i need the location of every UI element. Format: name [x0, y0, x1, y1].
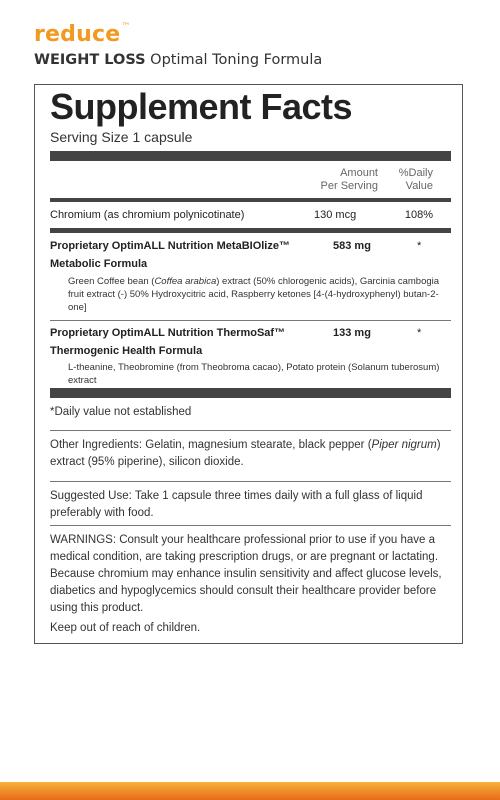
blend1-amount: 583 mg	[333, 240, 371, 252]
blend2-amount: 133 mg	[333, 327, 371, 339]
tagline-bold: WEIGHT LOSS	[34, 52, 146, 68]
brand-name: reduce	[34, 22, 121, 47]
blend1-name: Proprietary OptimALL Nutrition MetaBIOlize™	[50, 240, 290, 252]
blend2-subtitle: Thermogenic Health Formula	[50, 345, 203, 357]
medium-rule	[50, 198, 451, 202]
amount-header-line2: Per Serving	[320, 180, 378, 192]
rule-after-chromium	[50, 228, 451, 233]
dv-header	[380, 167, 433, 193]
thick-rule-top	[50, 151, 451, 161]
dv-header-line1: %Daily	[398, 167, 433, 179]
chromium-amount: 130 mcg	[314, 209, 357, 221]
blend1-dv: *	[417, 240, 422, 252]
other-ingredients: Other Ingredients: Gelatin, magnesium stearate, black pepper (Piper nigrum) extract (95% piperine), silicon dioxide.	[50, 439, 441, 468]
blend1-ingredients: Green Coffee bean (Coffea arabica) extract (50% chlorogenic acids), Garcinia cambogia fruit extract (-) 50% Hydroxycitric acid, Raspberry ketones [4-(4-hydroxyphenyl) butan-2-one]	[68, 276, 440, 313]
amount-header-line1: Amount	[340, 167, 378, 179]
amount-header	[308, 167, 378, 193]
blend2-ingredients: L-theanine, Theobromine (from Theobroma cacao), Potato protein (Solanum tuberosum) extract	[68, 362, 440, 386]
footnote: *Daily value not established	[50, 406, 192, 418]
chromium-name: Chromium (as chromium polynicotinate)	[50, 209, 245, 221]
brand-logo	[34, 22, 131, 47]
suggested-use: Suggested Use: Take 1 capsule three times daily with a full glass of liquid preferably with food.	[50, 490, 423, 519]
dv-header-line2: Value	[405, 180, 433, 192]
warnings: WARNINGS: Consult your healthcare professional prior to use if you have a medical condition, are taking prescription drugs, or are pregnant or lactating. Because chromium may enhance insulin sensitivity and affect glucose levels, diabetics and hypoglycemics should consult their healthcare provider before using this product.	[50, 534, 442, 614]
facts-title: Supplement Facts	[50, 86, 353, 127]
divider-blend1	[50, 320, 451, 321]
blend1-subtitle: Metabolic Formula	[50, 258, 148, 270]
keep-out-of-reach: Keep out of reach of children.	[50, 622, 201, 634]
tagline-rest: Optimal Toning Formula	[145, 52, 323, 68]
thick-rule-bottom	[50, 388, 451, 398]
divider-suggested	[50, 525, 451, 526]
product-tagline	[34, 52, 322, 68]
divider-footnote	[50, 430, 451, 431]
chromium-dv: 108%	[404, 209, 433, 221]
blend2-dv: *	[417, 327, 422, 339]
blend2-name: Proprietary OptimALL Nutrition ThermoSaf™	[50, 327, 286, 339]
brand-trademark: ™	[121, 22, 131, 32]
divider-other	[50, 481, 451, 482]
serving-size: Serving Size 1 capsule	[50, 129, 193, 145]
supplement-facts-panel	[34, 84, 463, 644]
footer-gradient-bar	[0, 782, 500, 800]
